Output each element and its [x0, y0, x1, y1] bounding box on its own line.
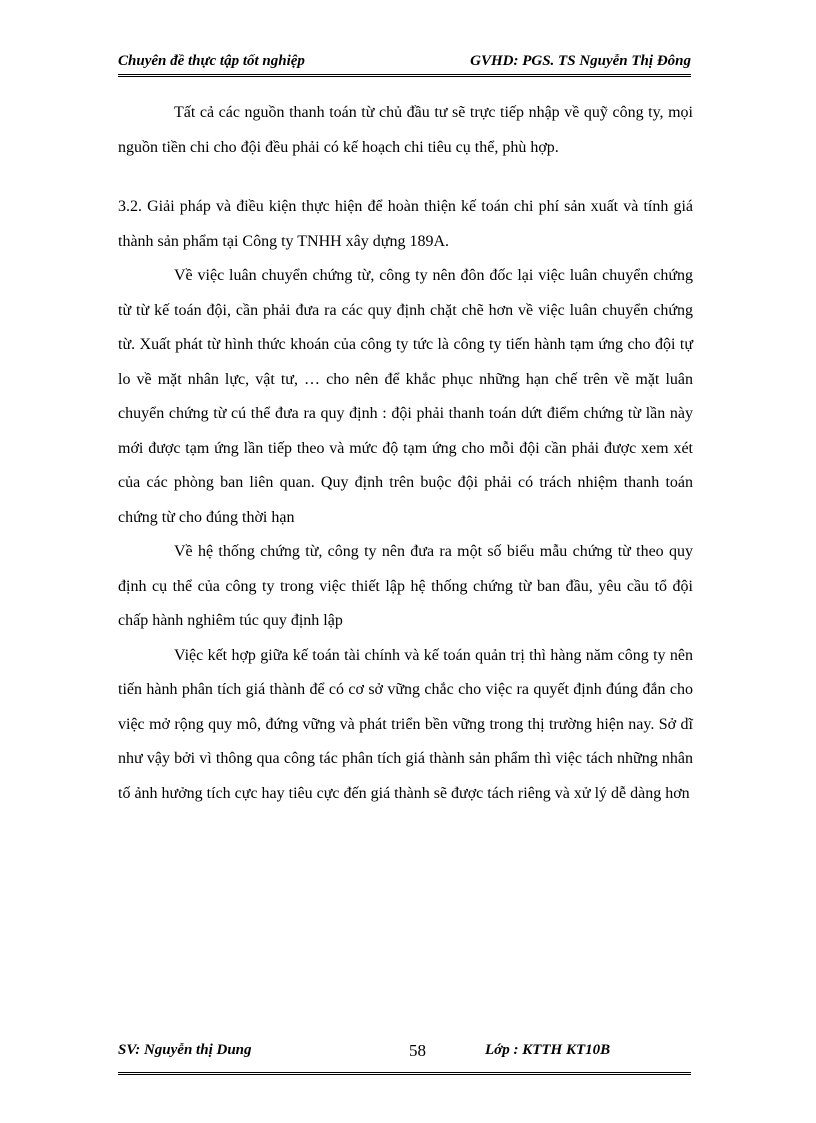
footer-class: Lớp : KTTH KT10B	[485, 1042, 611, 1058]
footer-student-name: SV: Nguyễn thị Dung	[118, 1042, 252, 1058]
paragraph-gap	[118, 165, 693, 190]
intro-paragraph: Tất cả các nguồn thanh toán từ chủ đầu tư sẽ trực tiếp nhập về quỹ công ty, mọi nguồn tiền chi cho đội đều phải có kế hoạch chi tiêu cụ thể, phù hợp.	[118, 104, 693, 156]
page-number: 58	[409, 1041, 426, 1060]
paragraph-document-flow: Về việc luân chuyển chứng từ, công ty nên đôn đốc lại việc luân chuyển chứng từ từ kế toán đội, cần phải đưa ra các quy định chặt chẽ hơn về việc luân chuyển chứng từ. Xuất phát từ hình thức khoán của công ty tức là công ty tiến hành tạm ứng cho đội tự lo về mặt nhân lực, vật tư, … cho nên để khắc phục những hạn chế trên về mặt luân chuyển chứng từ cú thể đưa ra quy định : đội phải thanh toán dứt điểm chứng từ lần này mới được tạm ứng lần tiếp theo và mức độ tạm ứng cho mỗi đội cần phải được xem xét của các phòng ban liên quan. Quy định trên buộc đội phải có trách nhiệm thanh toán chứng từ cho đúng thời hạn	[118, 267, 693, 526]
page-footer	[118, 1032, 691, 1075]
header-supervisor: GVHD: PGS. TS Nguyễn Thị Đông	[470, 53, 691, 69]
page-body	[118, 96, 693, 811]
page-header	[118, 50, 691, 77]
header-report-title: Chuyên đề thực tập tốt nghiệp	[118, 53, 305, 69]
section-heading: 3.2. Giải pháp và điều kiện thực hiện để hoàn thiện kế toán chi phí sản xuất và tính giá thành sản phẩm tại Công ty TNHH xây dựng 189A.	[118, 198, 693, 250]
paragraph-cost-analysis: Việc kết hợp giữa kế toán tài chính và kế toán quản trị thì hàng năm công ty nên tiến hành phân tích giá thành để có cơ sở vững chắc cho việc ra quyết định đúng đắn cho việc mở rộng quy mô, đứng vững và phát triển bền vững trong thị trường hiện nay. Sở dĩ như vậy bởi vì thông qua công tác phân tích giá thành sản phẩm thì việc tách những nhân tố ảnh hưởng tích cực hay tiêu cực đến giá thành sẽ được tách riêng và xử lý dễ dàng hơn	[118, 646, 693, 802]
paragraph-document-system: Về hệ thống chứng từ, công ty nên đưa ra một số biểu mẫu chứng từ theo quy định cụ thể của công ty trong việc thiết lập hệ thống chứng từ ban đầu, yêu cầu tổ đội chấp hành nghiêm túc quy định lập	[118, 543, 693, 629]
